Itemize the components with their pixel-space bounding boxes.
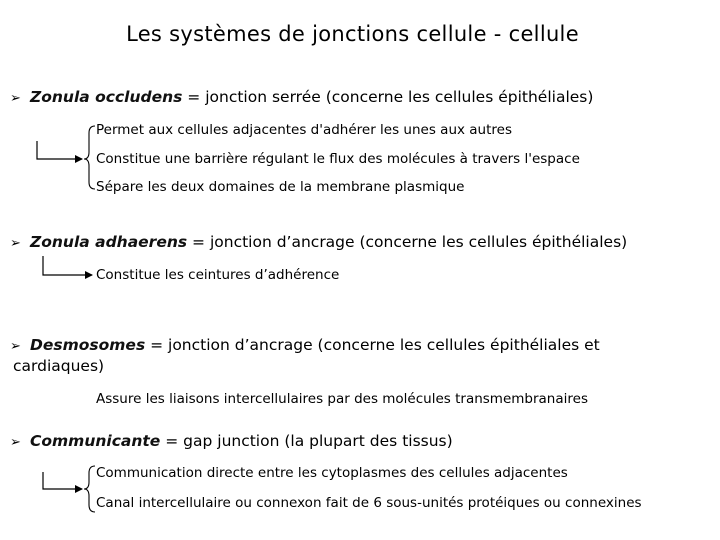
section-term: Communicante: [30, 432, 161, 450]
section-definition-continued: cardiaques): [13, 357, 105, 375]
section-term: Zonula occludens: [30, 88, 183, 106]
section-term: Desmosomes: [30, 336, 146, 354]
curly-brace-icon: [84, 126, 95, 189]
section-definition: = jonction serrée (concerne les cellules épithéliales): [182, 88, 594, 106]
section-term: Zonula adhaerens: [30, 233, 188, 251]
arrowhead-bullet-icon: ➢: [10, 339, 21, 354]
elbow-arrow-icon: [43, 256, 92, 275]
list-item: Constitue les ceintures d’adhérence: [96, 267, 340, 283]
page-title: Les systèmes de jonctions cellule - cellule: [126, 22, 579, 46]
section-definition: = gap junction (la plupart des tissus): [160, 432, 453, 450]
arrowhead-bullet-icon: ➢: [10, 435, 21, 450]
section-definition: = jonction d’ancrage (concerne les cellules épithéliales): [187, 233, 628, 251]
list-item: Permet aux cellules adjacentes d'adhérer les unes aux autres: [96, 122, 513, 138]
section-definition: = jonction d’ancrage (concerne les cellules épithéliales et: [145, 336, 600, 354]
list-item: Canal intercellulaire ou connexon fait de 6 sous-unités protéiques ou connexines: [96, 495, 642, 511]
elbow-arrow-icon: [43, 472, 82, 489]
list-item: Sépare les deux domaines de la membrane plasmique: [96, 179, 465, 195]
arrowhead-bullet-icon: ➢: [10, 91, 21, 106]
elbow-arrow-icon: [37, 141, 82, 159]
list-item: Assure les liaisons intercellulaires par des molécules transmembranaires: [96, 391, 588, 407]
curly-brace-icon: [84, 466, 95, 512]
arrowhead-bullet-icon: ➢: [10, 236, 21, 251]
list-item: Communication directe entre les cytoplasmes des cellules adjacentes: [96, 465, 568, 481]
list-item: Constitue une barrière régulant le flux des molécules à travers l'espace: [96, 151, 580, 167]
